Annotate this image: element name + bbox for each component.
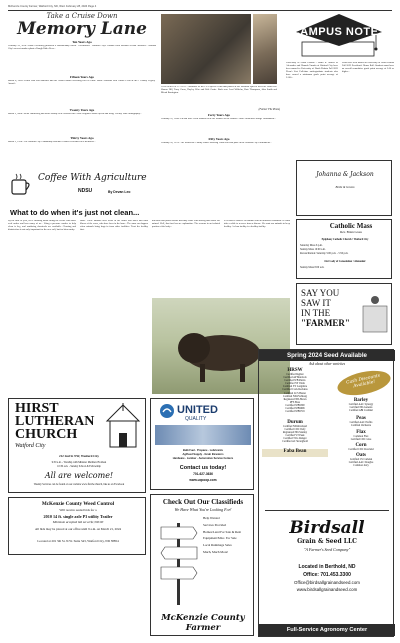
hrsw-block	[262, 368, 328, 413]
forty-years-text: February 29, 1984...Ed and Mrs. Alvin Johnson were the winners of the Bonnie Clark's Horseshoe Bridge Tournament...	[161, 118, 276, 120]
fifty-years-text: February 28, 1974...The McKenzie County Ladies Bowling Team won first place at the Watford City Tournament...	[161, 142, 272, 144]
oats-item: Certified CS Camden	[349, 458, 373, 461]
hrsw-item: PFS Boss	[289, 400, 301, 404]
birdsall-logo: Birdsall	[289, 518, 365, 538]
fifty-years-head: Fifty Years Ago	[208, 137, 230, 141]
oats-item: Common Jerry	[353, 464, 369, 468]
hrsw-item: Certified Ingmar	[286, 373, 304, 376]
ten-years-text: February 26, 2014...Daniel Weinberg produced a documentary called "Overburden." Watford City's Tolman 2004 Bernard Nelson Awarded... Watford City's newest number plant a Rough Rider Bevs...	[8, 45, 156, 50]
birdsall-office: Office: 701.453.3300	[303, 572, 351, 578]
flax-block	[329, 430, 393, 441]
coffee-col4: It is hard to observe an animal with an unknown condition. It could take a while to recover from a disease. We want our animals to keep healthy. A clean facility is a healthy facility.	[224, 220, 290, 228]
cash-discount-badge	[335, 367, 392, 400]
campus-notes-col2: Scott have been named to University of North Dakota Fall 2023 President's Honor Roll. Students must have an overall cumulative grade point average of 3.60 or higher...	[342, 62, 394, 73]
campus-notes-logo	[284, 12, 394, 60]
wedding-text: Bride & Groom	[335, 185, 355, 189]
hrsw-item: Certified WB Pando	[284, 379, 306, 383]
seed-title: Spring 2024 Seed Available	[259, 350, 395, 361]
hrsw-item: Certified SY Longmire	[283, 385, 307, 389]
memory-lane-title: Memory Lane	[17, 19, 147, 39]
barley-title: Barley	[353, 398, 369, 403]
coffee-col1: By the time of year, we're thinking about filling the feeder with more seed orders and how many of us... Using a pressure washer to help clean is key, and sanitizing chemicals are available. Cleaning and disinfection is not only important for the new calf, but for biosecurity.	[8, 220, 76, 231]
say-you-saw-it-ad	[296, 283, 392, 345]
ndsu-label: NDSU	[78, 188, 93, 194]
epiphany-church: Epiphany Catholic Church • Watford City	[321, 238, 369, 241]
barley-item: Certified ABI Cardinal	[349, 409, 373, 413]
durum-item: Certified TCG Ranger	[283, 437, 307, 441]
hrsw-item: Certified LCS Buster	[283, 391, 307, 395]
hrsw-item: Certified AP Murdock	[283, 376, 307, 380]
classifieds-subtitle: We Have What You're Looking For!	[174, 507, 232, 512]
fifteen-years-head: Fifteen Years Ago	[70, 75, 94, 79]
weed-text5: Located at 201 5th St. N.W. Suite 543, Watford City, ND 58854	[37, 539, 119, 543]
say-you-line2: SAW IT	[301, 298, 331, 308]
coffee-col2: cattle. These animals have areas in the udder and hides and mild illness of the cows, who have been in the barn... The same can happen when animals bring bugs in from other facilities. Treat the healthy first.	[80, 220, 148, 231]
classifieds-item: Much, Much More!	[203, 549, 229, 554]
coffee-ag-title: Coffee With Agriculture	[38, 173, 147, 183]
classifieds-paper: McKenzie County Farmer	[161, 613, 245, 633]
barley-block	[329, 398, 393, 412]
united-banner-image	[155, 425, 251, 445]
durum-title: Durum	[287, 420, 303, 425]
church-school: 10:30 a.m. - Sunday School & Fellowship	[57, 465, 101, 468]
peas-title: Peas	[356, 416, 366, 421]
peas-item: Certified Orchestra	[351, 424, 371, 428]
catholic-mass-title: Catholic Mass	[329, 222, 373, 230]
peas-item: Certified AAC Profits	[349, 421, 373, 424]
classifieds-item: Local Rummage Sales	[203, 543, 232, 548]
weed-control-title: McKenzie County Weed Control	[41, 501, 115, 507]
hrsw-item: Certified WB9606	[285, 407, 305, 411]
top-rule	[8, 10, 392, 11]
thirty-years-text: March 2, 1994...The Watford City Community Baseball Council welcomes new members...	[8, 141, 96, 143]
throwback-photo-2	[253, 14, 277, 84]
hrsw-item: Certified WB9719	[285, 410, 305, 414]
newspaper-reader-icon	[361, 294, 389, 334]
classifieds-list	[203, 517, 253, 558]
church-address: 212 2nd St NW, Watford City	[58, 454, 100, 458]
durum-item: Certified VT Peak	[285, 434, 305, 438]
throwback-caption: THROWBACK TO 2011 - Members of the FFA Speech Team that placed at the Berthold Speech Meet are front row: Sharon Hill, Torry Gross, Hayley Wise and Erik Grotte. Back row: Jessi Wilhelm, Kate Thompson, John Smith and Micah Barrington.	[161, 86, 277, 94]
united-quality-ad	[150, 398, 254, 490]
coffee-ag-header	[8, 168, 158, 208]
classifieds-item: Help Wanted	[203, 516, 220, 520]
forty-years-head: Forty Years Ago	[207, 113, 230, 117]
church-worship: 9:30 a.m. - Worship with Minister Matthew Holdsen	[51, 461, 107, 464]
say-you-line3: IN THE	[301, 308, 331, 318]
hrsw-item: Certified SY Valda	[285, 382, 305, 386]
signpost-icon	[157, 515, 201, 605]
classifieds-item: Equipment/Misc. For Sale	[203, 536, 237, 541]
united-line3: Hardware · Lumber · Automotive Service Centers	[172, 457, 234, 460]
seed-ad	[258, 349, 394, 637]
classifieds-item: Services Provided	[203, 522, 227, 527]
peas-block	[329, 416, 393, 427]
memory-lane-kicker: Take a Cruise Down	[46, 12, 118, 20]
hrsw-item: Certified CAG Reckless	[282, 388, 308, 392]
church-name-1: HIRST	[15, 401, 59, 416]
durum-block	[262, 418, 328, 444]
birdsall-subtitle: Grain & Seed LLC	[297, 538, 357, 545]
photo-credit: (Farmer File Photo)	[258, 108, 280, 111]
durum-item: Registered ND-Stanley	[282, 431, 308, 435]
united-name: UNITED	[177, 404, 218, 416]
birdsall-address: Located in Berthold, ND	[298, 564, 356, 570]
oats-item: Certified AAC Douglas	[348, 461, 374, 465]
durum-item: Certified ND-Riveland	[283, 425, 307, 428]
fifteen-years-text: March 4, 2009...Frank Fink was inducted into the North Dakota Wrestling Hall of Fame. Marie Hawkins won Cather's Seal & 4H's "Family Legacy" Award...	[8, 80, 156, 85]
thirty-years-head: Thirty Years Ago	[70, 136, 94, 140]
hrsw-item: Certified ND-Frohberg	[283, 394, 307, 398]
church-name-2: LUTHERAN	[15, 414, 95, 429]
church-tagline: All are welcome!	[44, 471, 114, 480]
twenty-years-text: March 3, 2004...Stella Hanneberg and Mike Moody were crowned the Good Neighbor Award Queen and King. Twenty Tails Photography...	[8, 113, 142, 115]
catholic-priest: Rev. Brian Gross	[340, 230, 362, 234]
church-name-3: CHURCH	[15, 427, 78, 442]
weed-control-ad	[8, 497, 146, 555]
campus-notes-title: CAMPUS NOTES	[291, 26, 387, 38]
united-logo-icon	[159, 403, 175, 419]
coffee-author: By Devan Leo	[108, 190, 131, 194]
weed-text4: All bids may be placed at our office until 9 a.m. on March 21, 2024	[34, 527, 122, 531]
corn-item: Certified CDC Rowland	[348, 448, 374, 451]
united-contact: Contact us today!	[179, 465, 227, 471]
weed-text3: Minimum accepted bid set at $1,500.00	[52, 520, 104, 524]
cash-discount-text: Cash Discounts Available!	[345, 373, 381, 390]
say-you-line1: SAY YOU	[301, 288, 340, 298]
first-lutheran-ad	[8, 398, 146, 493]
flax-item: Common Flax	[353, 435, 369, 438]
united-phone: 701-627-3636	[193, 472, 213, 476]
wedding-names: Johanna & Jackson	[316, 171, 374, 178]
seed-ask: Ask about other varieties	[308, 362, 346, 366]
coffee-headline: What to do when it's just not clean...	[10, 208, 140, 217]
classifieds-item: Homes/Land For Sale & Rent	[203, 529, 242, 534]
faba-block	[262, 449, 328, 457]
birdsall-email[interactable]: Office@birdsallgrainandseed.com	[294, 580, 360, 585]
say-you-line4: "FARMER"	[301, 318, 350, 328]
hrsw-item: Certified WB9590	[285, 403, 305, 407]
oats-block	[329, 453, 393, 467]
our-lady-church: Our Lady of Consolation • Alexander	[324, 260, 366, 263]
weed-text1: Will receive sealed bids for a	[59, 508, 97, 512]
birdsall-footer: Full-Service Agronomy Center	[259, 624, 395, 636]
classifieds-title: Check Out Our Classifieds	[162, 498, 244, 506]
barley-item: Certified AAC Synergy	[348, 403, 374, 406]
birdsall-web[interactable]: www.birdsallgrainandseed.com	[296, 587, 358, 592]
weed-text2: 2010 14 ft. single axle P3 utility Trailer	[43, 514, 113, 519]
church-building-icon	[105, 403, 141, 449]
birdsall-tagline: "A Farmer's Seed Company"	[303, 547, 351, 552]
durum-item: Certified AC Stronghold	[282, 440, 308, 444]
wedding-announcement	[296, 160, 392, 216]
coffee-col3: infection and parent stocks that may come with having that inside the animal. Well, that fact has an explanation. The reasons in an isolated portion of the body...	[152, 220, 220, 228]
ten-years-head: Ten Years Ago	[72, 40, 92, 44]
durum-item: Certified CDC Defy	[284, 428, 306, 432]
corn-block	[329, 443, 393, 451]
united-web[interactable]: www.uqcoop.com	[189, 478, 217, 482]
campus-notes-col1: University of North Dakota - Justin R. Morris of Alexander and Hannah Vrmula of Watford City have been named to University of North Dakota Fall 2023 Dean's List. Full-time undergraduate students who have earned a minimum grade point average of 3.500...	[286, 62, 338, 79]
hrsw-title: HRSW	[287, 368, 303, 373]
united-line1: Bulk Fuel · Propane · Lubricants	[183, 449, 223, 452]
flax-title: Flax	[356, 430, 366, 435]
flax-item: Certified CDC Glas	[350, 438, 372, 442]
church-city: Watford City	[15, 443, 46, 449]
united-sub: QUALITY	[185, 416, 207, 422]
hrsw-item: Registered ND-Heron	[283, 397, 307, 401]
church-footer: Weekly Services can be found on our website www.firstlw.church, like us on Facebook	[33, 483, 125, 486]
twenty-years-head: Twenty Years Ago	[69, 108, 95, 112]
saturday-mass: Saturday Mass 6 p.m.	[300, 244, 323, 247]
sunday-mass: Sunday Mass 10:00 a.m.	[300, 248, 326, 251]
oats-title: Oats	[356, 453, 366, 458]
seed-divider	[265, 510, 389, 511]
sunday-mass-2: Sunday Mass 8:00 a.m.	[300, 266, 325, 269]
throwback-photo-1	[161, 14, 251, 84]
barley-item: Certified ND-Genesis	[349, 406, 373, 410]
corn-title: Corn	[355, 443, 367, 448]
masthead: McKenzie County Farmer, Watford City, ND, Wed. February 28, 2024 Page 4	[8, 5, 97, 8]
classifieds-ad	[150, 494, 254, 636]
coffee-cup-icon	[8, 172, 36, 198]
catholic-mass-ad	[296, 219, 392, 279]
faba-title: Faba Bean	[283, 449, 307, 454]
united-line2: Ag/Feed Supply · Grain Elevators	[182, 453, 224, 456]
reconciliation: Reconciliation: Saturday 5:00 p.m. - 5:50 p.m.	[300, 252, 349, 255]
